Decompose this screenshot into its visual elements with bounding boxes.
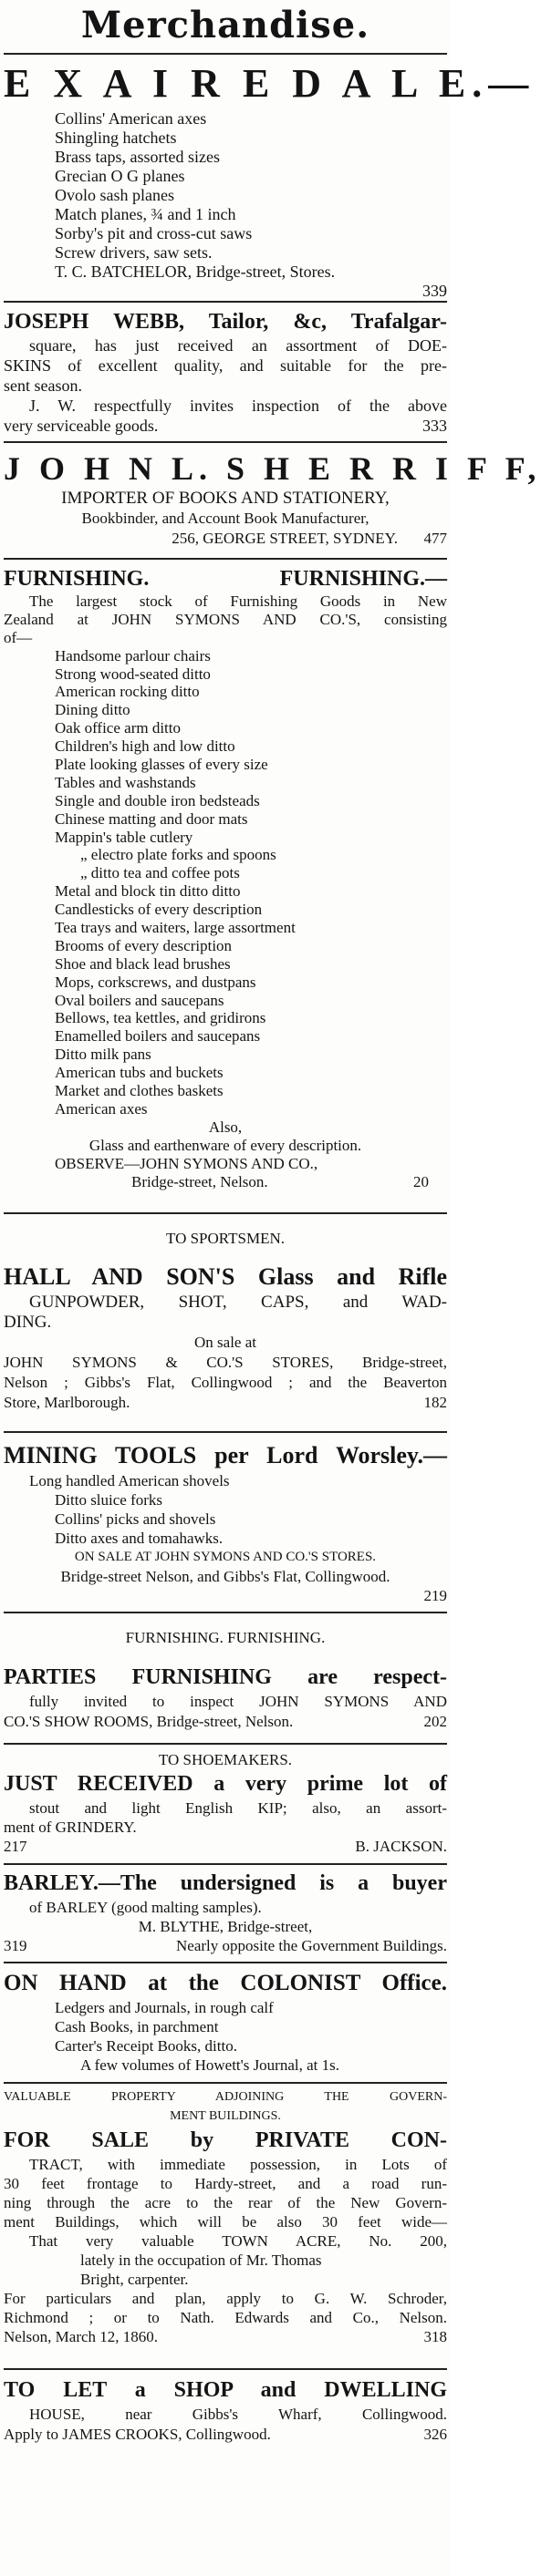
ad-list-item: Mops, corkscrews, and dustpans: [55, 973, 256, 991]
ad-line: JOHN SYMONS & CO.'S STORES, Bridge-street,: [4, 1354, 447, 1371]
ad-line: Richmond ; or to Nath. Edwards and Co., Nelson.: [4, 2309, 447, 2326]
ad-headline: JUST RECEIVED a very prime lot of: [4, 1772, 447, 1796]
ad-headline: FURNISHING. FURNISHING.—: [4, 567, 447, 591]
ad-number: 326: [423, 2426, 447, 2443]
ad-line-text: Nelson, March 12, 1860.: [4, 2328, 159, 2345]
ad-address: Nearly opposite the Government Buildings.: [176, 1937, 447, 1954]
ad-list-item: Strong wood-seated ditto: [55, 665, 211, 683]
ad-list-item: Oak office arm ditto: [55, 719, 182, 737]
ad-line: Shingling hatchets: [55, 129, 177, 147]
ad-line: The largest stock of Furnishing Goods in New: [29, 592, 447, 610]
ad-list-item: A few volumes of Howett's Journal, at 1s.: [80, 2056, 339, 2074]
ad-number-line: [4, 1586, 447, 1605]
ad-list-item: Handsome parlour chairs: [55, 646, 211, 665]
ad-list-item: Metal and block tin ditto ditto: [55, 882, 241, 901]
ad-line: TRACT, with immediate possession, in Lots of: [29, 2156, 447, 2173]
ad-list-item: Ledgers and Journals, in rough calf: [55, 1999, 274, 2016]
ad-list-item: Ditto axes and tomahawks.: [55, 1530, 224, 1547]
ad-line: [4, 1712, 447, 1732]
ad-list-item: American tubs and buckets: [55, 1064, 224, 1082]
ad-number: 318: [423, 2328, 447, 2345]
ad-headline: TO LET a SHOP and DWELLING: [4, 2378, 447, 2402]
ad-address: 256, GEORGE STREET, SYDNEY.: [172, 530, 398, 547]
ad-to-shoemakers: [4, 1750, 447, 1856]
ad-number: 339: [422, 282, 447, 300]
ad-line: On sale at: [194, 1334, 256, 1351]
divider: [4, 1431, 447, 1433]
ad-headline: J O H N L. S H E R R I F F,: [4, 450, 541, 487]
ad-line: Screw drivers, saw sets.: [55, 243, 213, 262]
ad-list-item: Cash Books, in parchment: [55, 2018, 219, 2035]
ad-number: 319: [4, 1937, 27, 1954]
ad-number: 20: [413, 1172, 429, 1190]
divider: [4, 558, 447, 560]
ad-section-title: TO SHOEMAKERS.: [158, 1751, 293, 1768]
ad-mining-tools: [4, 1440, 447, 1605]
ad-barley: [4, 1869, 447, 1955]
ad-parties-furnishing: [4, 1628, 447, 1732]
ad-headline: BARLEY.—The undersigned is a buyer: [4, 1871, 447, 1895]
ad-ex-airedale: [4, 58, 536, 301]
ad-section-title: VALUABLE PROPERTY ADJOINING THE GOVERN-: [4, 2090, 447, 2104]
ad-line: Also,: [208, 1118, 243, 1136]
ad-list-item: Mappin's table cutlery: [55, 828, 193, 846]
ad-line: [4, 1837, 447, 1856]
divider: [4, 2368, 447, 2370]
ad-line: [4, 1173, 447, 1191]
ad-line: [4, 1393, 447, 1413]
ad-line: ning through the acre to the rear of the New Govern-: [4, 2194, 447, 2211]
ad-number-line: [4, 282, 447, 301]
ad-headline: JOSEPH WEBB, Tailor, &c, Trafalgar-: [4, 310, 447, 334]
ad-furnishing-symons: [4, 565, 447, 1190]
ad-list-item: Chinese matting and door mats: [55, 809, 248, 828]
ad-line: IMPORTER OF BOOKS AND STATIONERY,: [61, 489, 390, 508]
ad-line: That very valuable TOWN ACRE, No. 200,: [29, 2232, 447, 2250]
ad-line: Ovolo sash planes: [55, 186, 174, 204]
ad-line: GUNPOWDER, SHOT, CAPS, and WAD-: [29, 1293, 447, 1312]
ad-line: Sorby's pit and cross-cut saws: [55, 224, 253, 242]
ad-line: Nelson ; Gibbs's Flat, Collingwood ; and the Beaverton: [4, 1374, 447, 1391]
ad-section-title: FURNISHING. FURNISHING.: [125, 1629, 326, 1646]
ad-line: [4, 2425, 447, 2445]
divider: [4, 1863, 447, 1865]
ad-line: Bright, carpenter.: [80, 2271, 189, 2288]
ad-line: J. W. respectfully invites inspection of the above: [29, 397, 447, 415]
ad-line: Zealand at JOHN SYMONS AND CO.'S, consisting: [4, 610, 447, 628]
divider: [4, 1212, 447, 1214]
column-heading: Merchandise.: [80, 4, 370, 46]
ad-list-item: Candlesticks of every description: [55, 901, 263, 919]
ad-line: ON SALE AT JOHN SYMONS AND CO.'S STORES.: [74, 1550, 377, 1564]
ad-to-sportsmen: [4, 1229, 447, 1413]
ad-line: [4, 529, 447, 549]
divider: [4, 1743, 447, 1745]
divider: [4, 1962, 447, 1963]
ad-section-title: MENT BUILDINGS.: [170, 2109, 281, 2123]
ad-number: 477: [423, 530, 447, 547]
ad-list-item: Tea trays and waiters, large assortment: [55, 919, 296, 937]
ad-signature: OBSERVE—JOHN SYMONS AND CO.,: [55, 1154, 318, 1172]
ad-line: Bookbinder, and Account Book Manufacturer,: [81, 510, 369, 527]
ad-joseph-webb: [4, 308, 447, 436]
divider: [4, 1612, 447, 1613]
ad-line-text: CO.'S SHOW ROOMS, Bridge-street, Nelson.: [4, 1713, 294, 1730]
ad-list-item: Ditto sluice forks: [55, 1491, 163, 1509]
divider: [4, 301, 447, 303]
ad-list-item: Plate looking glasses of every size: [55, 756, 268, 774]
ad-signature: B. JACKSON.: [355, 1838, 447, 1855]
ad-list-item: Oval boilers and saucepans: [55, 991, 224, 1009]
ad-list-item: Enamelled boilers and saucepans: [55, 1027, 261, 1046]
ad-line-text: very serviceable goods.: [4, 417, 159, 435]
ad-line-text: Apply to JAMES CROOKS, Collingwood.: [4, 2426, 271, 2443]
ad-line: DING.: [4, 1313, 52, 1332]
ad-line: of BARLEY (good malting samples).: [29, 1899, 262, 1916]
ad-line: of—: [4, 628, 33, 646]
ad-line: square, has just received an assortment of DOE-: [29, 336, 447, 355]
ad-list-item: Single and double iron bedsteads: [55, 791, 260, 809]
ad-number: 333: [422, 417, 447, 435]
ad-line: fully invited to inspect JOHN SYMONS AND: [29, 1693, 447, 1710]
ad-line: ment Buildings, which will be also 30 feet wide—: [4, 2213, 447, 2231]
ad-line: [4, 416, 447, 436]
ad-line: Glass and earthenware of every description.: [88, 1136, 362, 1154]
ad-line: sent season.: [4, 376, 82, 395]
ad-line: lately in the occupation of Mr. Thomas: [80, 2251, 322, 2269]
divider: [4, 53, 447, 55]
ad-headline: PARTIES FURNISHING are respect-: [4, 1665, 447, 1689]
ad-number: 202: [423, 1713, 447, 1730]
ad-list-item: Children's high and low ditto: [55, 737, 235, 756]
ad-section-title: TO SPORTSMEN.: [166, 1230, 285, 1247]
ad-list-item: Shoe and black lead brushes: [55, 954, 231, 973]
ad-line: Collins' American axes: [55, 109, 207, 128]
ad-for-sale-private-contract: [4, 2087, 447, 2346]
ad-line: ment of GRINDERY.: [4, 1819, 137, 1836]
divider: [4, 2082, 447, 2084]
ad-number: 219: [423, 1587, 447, 1604]
ad-line: Match planes, ¾ and 1 inch: [55, 205, 236, 223]
ad-list-item: Tables and washstands: [55, 773, 196, 791]
ad-signature: M. BLYTHE, Bridge-street,: [138, 1918, 313, 1935]
ad-list-item: Collins' picks and shovels: [55, 1510, 216, 1528]
ad-to-let-shop: [4, 2375, 447, 2445]
ad-list-item: Bellows, tea kettles, and gridirons: [55, 1009, 266, 1027]
ad-line: stout and light English KIP; also, an assort-: [29, 1799, 447, 1817]
ad-list-item: Ditto milk pans: [55, 1046, 151, 1064]
ad-list-item: American rocking ditto: [55, 683, 200, 701]
ad-colonist-office: [4, 1969, 447, 2075]
ad-headline: HALL AND SON'S Glass and Rifle: [4, 1263, 447, 1290]
ad-list-item: Brooms of every description: [55, 936, 233, 954]
ad-list-item: Market and clothes baskets: [55, 1082, 224, 1100]
ad-number: 217: [4, 1838, 27, 1855]
ad-john-sherriff: [4, 448, 541, 549]
ad-list-item: „ electro plate forks and spoons: [80, 846, 276, 864]
ad-list-item: „ ditto tea and coffee pots: [80, 864, 240, 882]
ad-headline: MINING TOOLS per Lord Worsley.—: [4, 1442, 447, 1468]
divider: [4, 441, 447, 443]
ad-headline: ON HAND at the COLONIST Office.: [4, 1971, 447, 1995]
ad-list-item: American axes: [55, 1099, 148, 1118]
ad-headline: E X A I R E D A L E.—: [4, 61, 536, 106]
ad-list-item: Long handled American shovels: [29, 1472, 230, 1489]
ad-headline: FOR SALE by PRIVATE CON-: [4, 2128, 447, 2152]
ad-line: Bridge-street Nelson, and Gibbs's Flat, Collingwood.: [60, 1568, 390, 1585]
ad-line: SKINS of excellent quality, and suitable for the pre-: [4, 356, 447, 375]
ad-signature: T. C. BATCHELOR, Bridge-street, Stores.: [55, 263, 336, 281]
ad-line: Grecian O G planes: [55, 167, 185, 185]
ad-line: [4, 1936, 447, 1955]
ad-number: 182: [423, 1394, 447, 1411]
ad-line: HOUSE, near Gibbs's Wharf, Collingwood.: [29, 2406, 447, 2423]
ad-line-text: Store, Marlborough.: [4, 1394, 130, 1411]
ad-line: 30 feet frontage to Hardy-street, and a road run-: [4, 2175, 447, 2192]
ad-line: Brass taps, assorted sizes: [55, 148, 220, 166]
ad-list-item: Dining ditto: [55, 701, 130, 719]
ad-line: For particulars and plan, apply to G. W. Schroder,: [4, 2290, 447, 2307]
ad-address: Bridge-street, Nelson.: [131, 1172, 268, 1190]
ad-line: [4, 2327, 447, 2346]
ad-list-item: Carter's Receipt Books, ditto.: [55, 2037, 237, 2055]
